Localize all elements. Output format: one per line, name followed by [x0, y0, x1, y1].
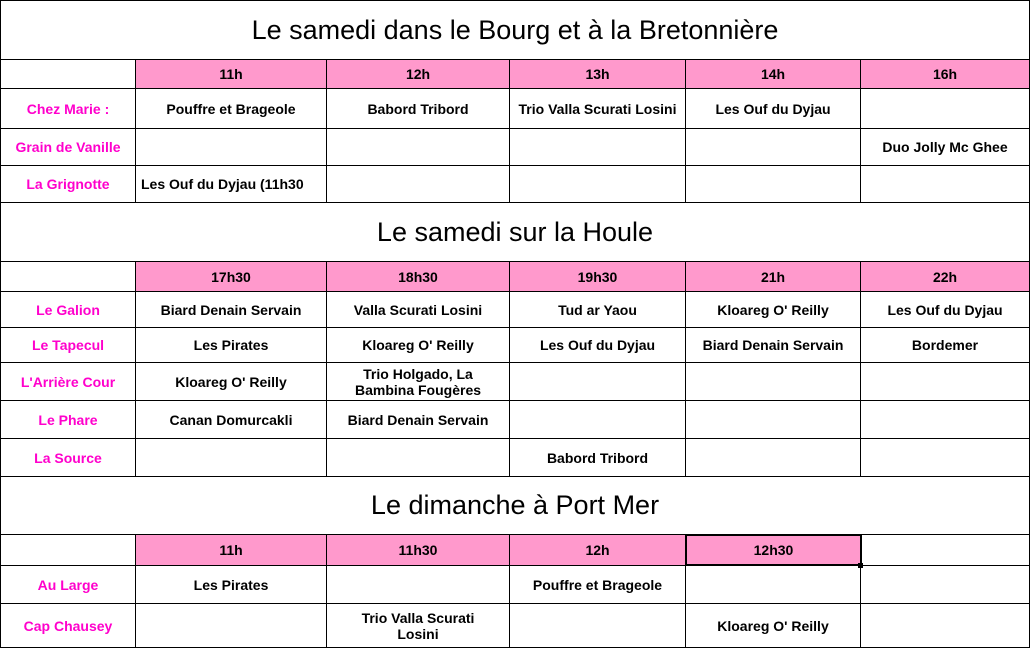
performance-cell[interactable]: Bordemer: [861, 328, 1030, 363]
performance-cell[interactable]: [686, 439, 861, 477]
time-header[interactable]: 11h: [136, 535, 327, 566]
performance-cell[interactable]: Biard Denain Servain: [327, 401, 510, 439]
time-header[interactable]: 22h: [861, 262, 1030, 292]
performance-cell[interactable]: [136, 439, 327, 477]
performance-cell[interactable]: Pouffre et Brageole: [510, 566, 686, 604]
time-header-row: [0, 535, 1030, 566]
performance-cell[interactable]: [861, 604, 1030, 648]
performance-cell[interactable]: Pouffre et Brageole: [136, 89, 327, 129]
venue-name[interactable]: La Source: [0, 439, 136, 477]
performance-cell[interactable]: Valla Scurati Losini: [327, 292, 510, 328]
performance-cell[interactable]: [510, 363, 686, 401]
time-header-row: [0, 262, 1030, 292]
performance-cell[interactable]: [686, 129, 861, 166]
venue-name[interactable]: Le Galion: [0, 292, 136, 328]
venue-name[interactable]: Le Phare: [0, 401, 136, 439]
performance-cell[interactable]: [510, 129, 686, 166]
schedule-row: [0, 566, 1030, 604]
selected-time-header[interactable]: 12h30: [685, 534, 862, 566]
time-header[interactable]: 11h: [136, 60, 327, 89]
performance-cell[interactable]: [686, 363, 861, 401]
performance-cell[interactable]: Kloareg O' Reilly: [686, 604, 861, 648]
performance-cell[interactable]: Les Pirates: [136, 566, 327, 604]
performance-cell[interactable]: Les Ouf du Dyjau (11h30: [136, 166, 327, 203]
section-title[interactable]: Le dimanche à Port Mer: [0, 477, 1030, 535]
performance-cell[interactable]: [861, 401, 1030, 439]
time-header[interactable]: 14h: [686, 60, 861, 89]
performance-cell[interactable]: Trio Valla Scurati Losini: [510, 89, 686, 129]
performance-cell[interactable]: Biard Denain Servain: [686, 328, 861, 363]
time-header[interactable]: 16h: [861, 60, 1030, 89]
performance-cell[interactable]: Babord Tribord: [510, 439, 686, 477]
performance-cell[interactable]: [861, 166, 1030, 203]
performance-cell[interactable]: [327, 439, 510, 477]
performance-cell[interactable]: Babord Tribord: [327, 89, 510, 129]
schedule-row: [0, 604, 1030, 648]
time-header[interactable]: 17h30: [136, 262, 327, 292]
schedule-row: [0, 129, 1030, 166]
performance-cell[interactable]: Les Pirates: [136, 328, 327, 363]
performance-cell[interactable]: [861, 439, 1030, 477]
performance-cell[interactable]: Kloareg O' Reilly: [686, 292, 861, 328]
schedule-row: [0, 292, 1030, 328]
performance-cell[interactable]: [327, 129, 510, 166]
performance-cell[interactable]: Duo Jolly Mc Ghee: [861, 129, 1030, 166]
performance-cell[interactable]: Trio Holgado, La Bambina Fougères: [327, 363, 510, 401]
corner-cell[interactable]: [0, 262, 136, 292]
time-header[interactable]: 12h: [327, 60, 510, 89]
performance-cell[interactable]: [510, 401, 686, 439]
performance-cell[interactable]: [510, 166, 686, 203]
corner-cell[interactable]: [0, 535, 136, 566]
performance-cell[interactable]: Les Ouf du Dyjau: [686, 89, 861, 129]
time-header-row: [0, 60, 1030, 89]
performance-cell[interactable]: [686, 401, 861, 439]
schedule-row: [0, 89, 1030, 129]
venue-name[interactable]: Chez Marie :: [0, 89, 136, 129]
venue-name[interactable]: Au Large: [0, 566, 136, 604]
venue-name[interactable]: Grain de Vanille: [0, 129, 136, 166]
performance-cell[interactable]: Tud ar Yaou: [510, 292, 686, 328]
performance-cell[interactable]: Canan Domurcakli: [136, 401, 327, 439]
corner-cell[interactable]: [0, 60, 136, 89]
schedule-row: [0, 439, 1030, 477]
performance-cell[interactable]: [686, 566, 861, 604]
time-header[interactable]: 21h: [686, 262, 861, 292]
performance-cell[interactable]: Kloareg O' Reilly: [136, 363, 327, 401]
section-title[interactable]: Le samedi dans le Bourg et à la Bretonnière: [0, 0, 1030, 60]
section-title[interactable]: Le samedi sur la Houle: [0, 203, 1030, 262]
performance-cell[interactable]: [861, 89, 1030, 129]
performance-cell[interactable]: [327, 166, 510, 203]
time-header[interactable]: 13h: [510, 60, 686, 89]
time-header[interactable]: 11h30: [327, 535, 510, 566]
venue-name[interactable]: Le Tapecul: [0, 328, 136, 363]
time-header[interactable]: [862, 535, 1030, 566]
performance-cell[interactable]: Les Ouf du Dyjau: [861, 292, 1030, 328]
time-header[interactable]: 12h: [510, 535, 686, 566]
performance-cell[interactable]: Trio Valla Scurati Losini: [327, 604, 510, 648]
performance-cell[interactable]: Kloareg O' Reilly: [327, 328, 510, 363]
performance-cell[interactable]: [136, 604, 327, 648]
schedule-row: [0, 363, 1030, 401]
performance-cell[interactable]: [861, 363, 1030, 401]
time-header[interactable]: 18h30: [327, 262, 510, 292]
venue-name[interactable]: La Grignotte: [0, 166, 136, 203]
performance-cell[interactable]: [686, 166, 861, 203]
time-header[interactable]: 19h30: [510, 262, 686, 292]
performance-cell[interactable]: [327, 566, 510, 604]
venue-name[interactable]: L'Arrière Cour: [0, 363, 136, 401]
performance-cell[interactable]: Les Ouf du Dyjau: [510, 328, 686, 363]
schedule-row: [0, 166, 1030, 203]
schedule-row: [0, 328, 1030, 363]
performance-cell[interactable]: Biard Denain Servain: [136, 292, 327, 328]
venue-name[interactable]: Cap Chausey: [0, 604, 136, 648]
performance-cell[interactable]: [510, 604, 686, 648]
schedule-row: [0, 401, 1030, 439]
performance-cell[interactable]: [136, 129, 327, 166]
performance-cell[interactable]: [861, 566, 1030, 604]
